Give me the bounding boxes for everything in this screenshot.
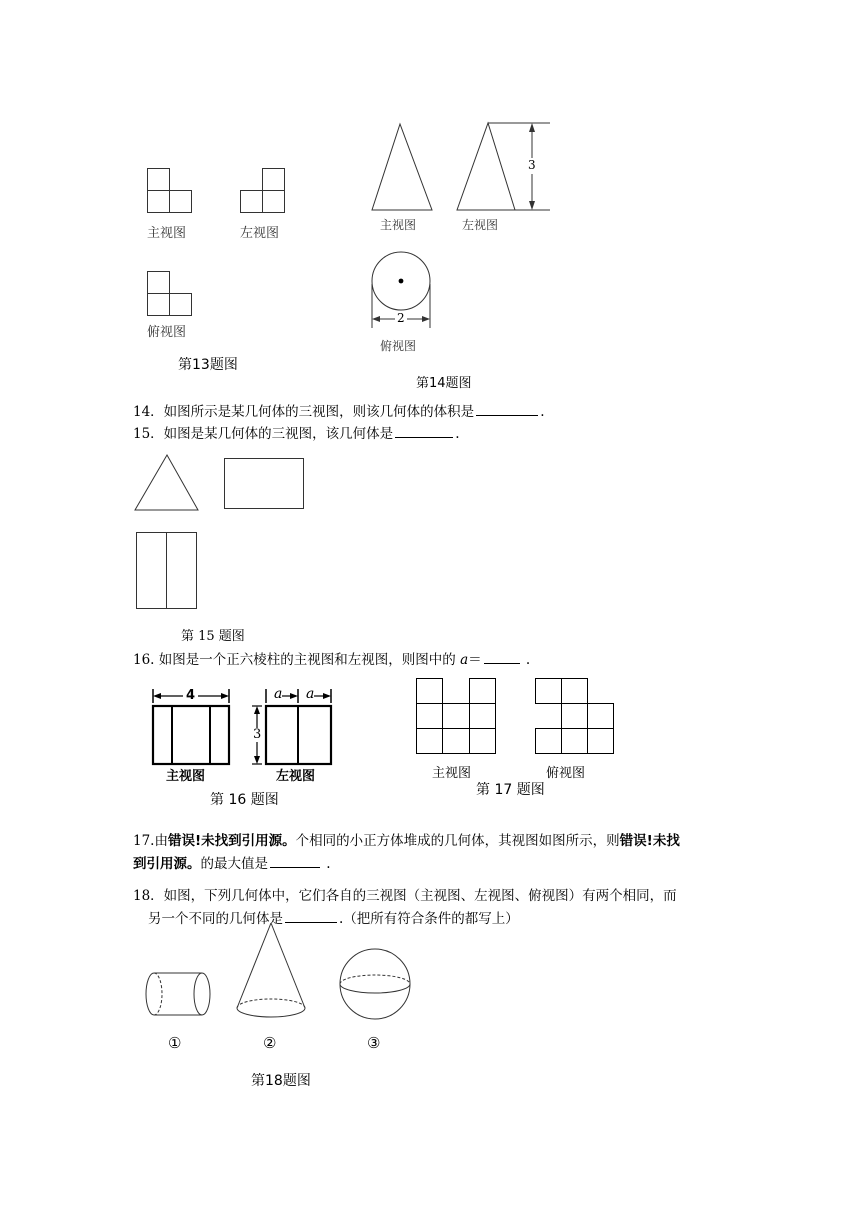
fig14-height-label: 3 bbox=[528, 158, 536, 172]
question-17-part1: 17.由 bbox=[133, 833, 168, 849]
question-17-ref-error-2a: 错误!未找 bbox=[619, 833, 680, 849]
fig14-left-view-drawing bbox=[452, 118, 552, 214]
question-18-line-2 bbox=[148, 907, 519, 927]
fig17-caption: 第 17 题图 bbox=[476, 782, 545, 798]
question-18-line-1 bbox=[133, 884, 677, 904]
fig13-caption: 第13题图 bbox=[178, 357, 238, 373]
question-16-eq: ＝ bbox=[468, 652, 482, 668]
fig15-caption: 第 15 题图 bbox=[181, 629, 245, 644]
fig13-main-view-label: 主视图 bbox=[147, 226, 187, 241]
question-17-ref-error-1: 错误!未找到引用源。 bbox=[167, 833, 296, 849]
question-17-line-1 bbox=[133, 829, 680, 849]
question-17-part3: 的最大值是 bbox=[200, 856, 268, 872]
fig17-main-view-label: 主视图 bbox=[432, 766, 472, 781]
question-17-end: . bbox=[322, 856, 331, 872]
fig16-height-label: 3 bbox=[253, 727, 262, 742]
fig18-cone-drawing bbox=[232, 920, 310, 1024]
fig16-a-label-1: a bbox=[274, 686, 283, 702]
fig18-sphere-drawing bbox=[336, 946, 414, 1024]
answer-blank-14[interactable] bbox=[476, 414, 538, 416]
question-16-var: a bbox=[460, 652, 469, 668]
question-17-part2: 个相同的小正方体堆成的几何体，其视图如图所示，则 bbox=[295, 833, 620, 849]
fig16-width-label: 4 bbox=[186, 688, 196, 703]
question-15 bbox=[133, 422, 459, 442]
fig14-caption: 第14题图 bbox=[416, 376, 472, 391]
fig18-label-1: ① bbox=[168, 1034, 182, 1052]
fig16-main-view-label: 主视图 bbox=[166, 769, 206, 784]
fig16-caption: 第 16 题图 bbox=[210, 792, 279, 808]
fig18-cylinder-drawing bbox=[144, 968, 214, 1020]
fig17-top-view-drawing bbox=[532, 677, 618, 757]
question-16-end: . bbox=[521, 652, 531, 668]
fig18-label-3: ③ bbox=[367, 1034, 381, 1052]
question-18-line-2b: .（把所有符合条件的都写上） bbox=[339, 911, 519, 927]
question-18-line-1-text: 18．如图，下列几何体中，它们各自的三视图（主视图、左视图、俯视图）有两个相同，而 bbox=[133, 888, 677, 904]
fig15-left-view-drawing bbox=[222, 456, 306, 512]
question-15-text: 15．如图是某几何体的三视图，该几何体是 bbox=[133, 426, 394, 442]
question-16 bbox=[133, 648, 530, 668]
question-16-text: 16. 如图是一个正六棱柱的主视图和左视图，则图中的 bbox=[133, 652, 461, 668]
fig14-diameter-label: 2 bbox=[397, 311, 405, 325]
question-18-line-2a: 另一个不同的几何体是 bbox=[148, 911, 283, 927]
fig15-main-view-drawing bbox=[132, 452, 202, 514]
fig14-main-view-label: 主视图 bbox=[380, 218, 417, 232]
fig13-left-view-label: 左视图 bbox=[240, 226, 280, 241]
fig15-top-view-drawing bbox=[134, 530, 200, 612]
fig13-top-view-label: 俯视图 bbox=[147, 325, 187, 340]
fig17-main-view-drawing bbox=[414, 677, 500, 757]
fig16-left-view-drawing bbox=[250, 688, 336, 768]
fig18-caption: 第18题图 bbox=[251, 1073, 311, 1089]
fig17-top-view-label: 俯视图 bbox=[546, 766, 586, 781]
fig14-left-view-label: 左视图 bbox=[462, 218, 499, 232]
fig14-top-view-label: 俯视图 bbox=[380, 339, 417, 353]
question-15-end: . bbox=[455, 426, 460, 442]
question-14 bbox=[133, 400, 544, 420]
answer-blank-16[interactable] bbox=[484, 662, 520, 664]
fig18-label-2: ② bbox=[263, 1034, 277, 1052]
fig13-left-view-drawing bbox=[238, 166, 288, 214]
fig16-a-label-2: a bbox=[306, 686, 315, 702]
answer-blank-15[interactable] bbox=[395, 436, 453, 438]
fig13-top-view-drawing bbox=[145, 269, 195, 317]
question-17-ref-error-2b: 到引用源。 bbox=[133, 856, 201, 872]
fig13-main-view-drawing bbox=[145, 166, 195, 214]
question-17-line-2 bbox=[133, 852, 331, 872]
fig16-left-view-label: 左视图 bbox=[276, 769, 316, 784]
answer-blank-17[interactable] bbox=[270, 866, 320, 868]
fig14-main-view-drawing bbox=[370, 122, 436, 214]
question-14-end: . bbox=[540, 404, 545, 420]
question-14-text: 14．如图所示是某几何体的三视图，则该几何体的体积是 bbox=[133, 404, 475, 420]
